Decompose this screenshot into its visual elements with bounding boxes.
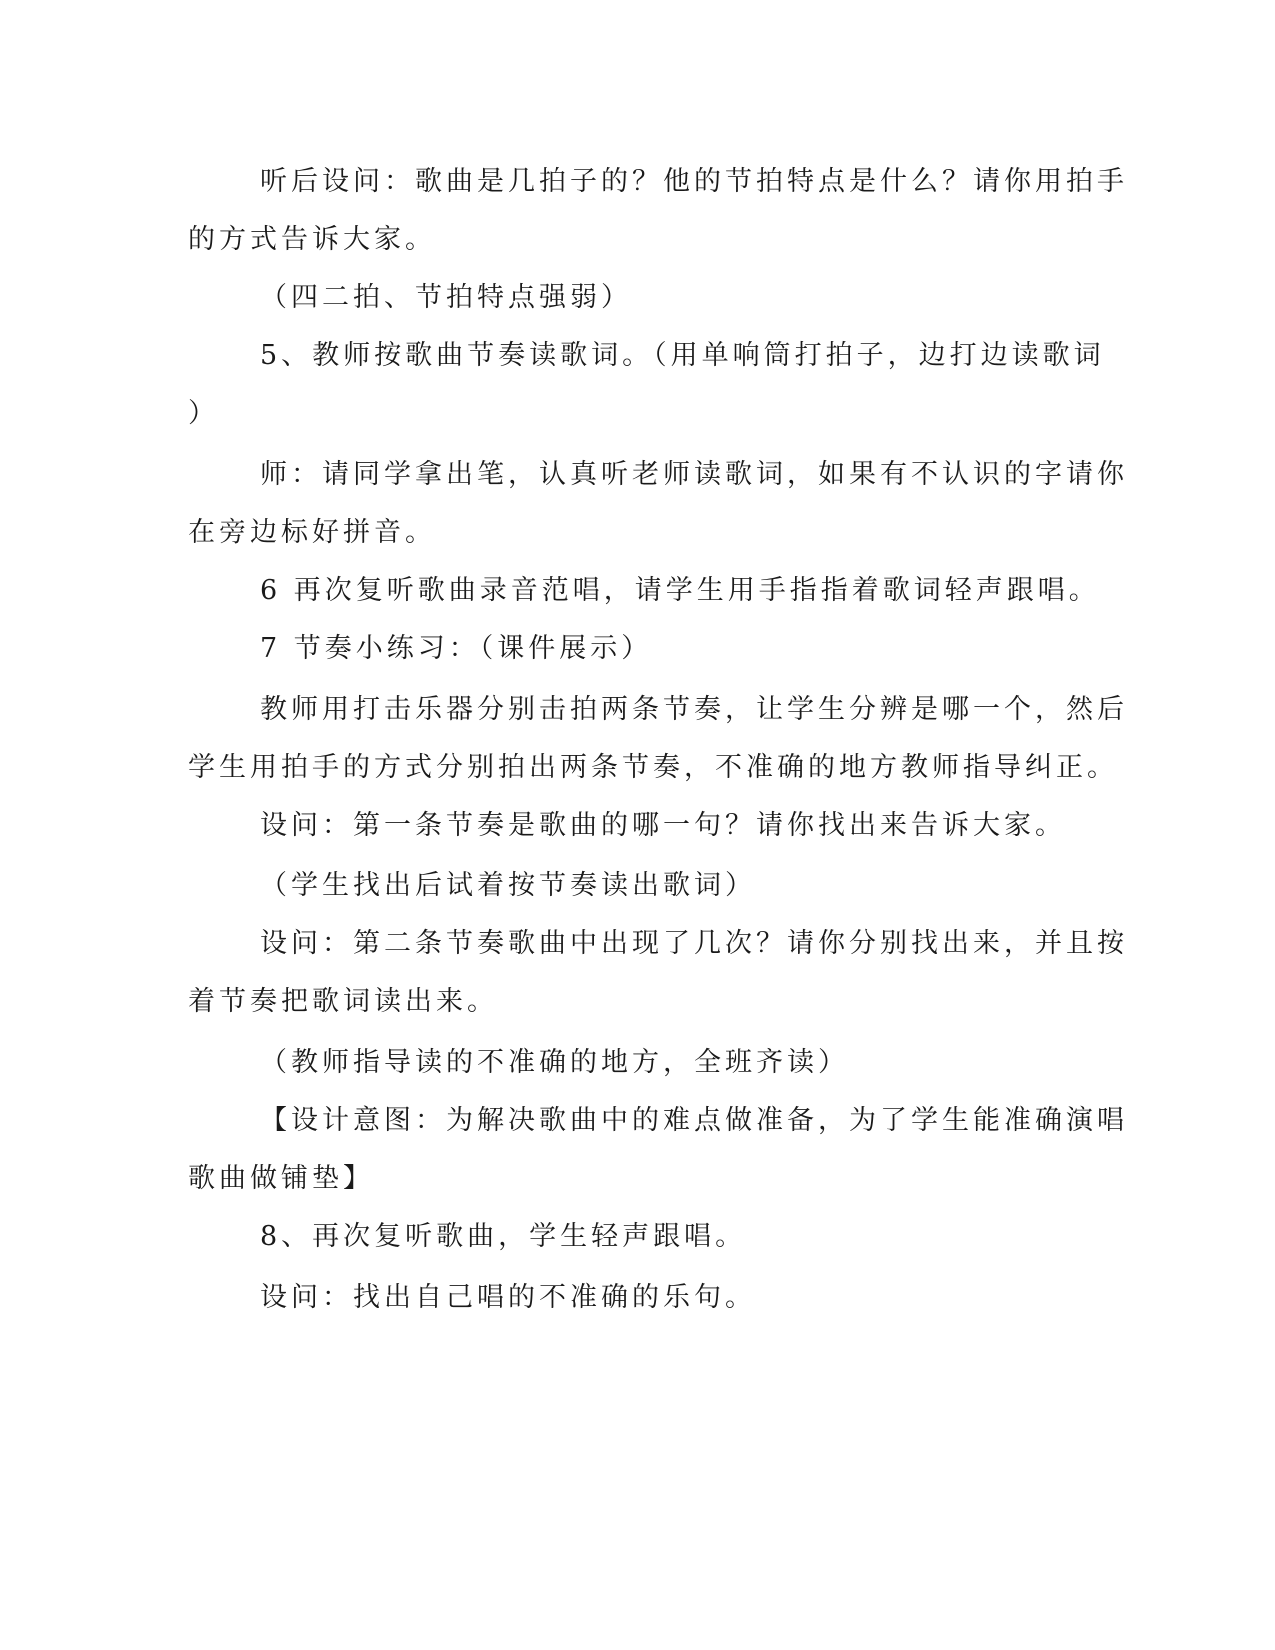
text-line-10: 教师用打击乐器分别击拍两条节奏，让学生分辨是哪一个，然后 — [260, 694, 1128, 725]
text-line-4: 5、教师按歌曲节奏读歌词。（用单响筒打拍子，边打边读歌词 — [260, 340, 1105, 371]
text-line-3: （四二拍、节拍特点强弱） — [260, 282, 632, 313]
text-line-6: 师：请同学拿出笔，认真听老师读歌词，如果有不认识的字请你 — [260, 459, 1128, 490]
text-line-8: 6 再次复听歌曲录音范唱，请学生用手指指着歌词轻声跟唱。 — [260, 575, 1100, 606]
text-line-1: 听后设问：歌曲是几拍子的？他的节拍特点是什么？请你用拍手 — [260, 166, 1128, 197]
text-line-11: 学生用拍手的方式分别拍出两条节奏，不准确的地方教师指导纠正。 — [188, 752, 1118, 783]
text-line-19: 8、再次复听歌曲，学生轻声跟唱。 — [260, 1221, 747, 1252]
text-line-2: 的方式告诉大家。 — [188, 224, 436, 255]
text-line-9: 7 节奏小练习：（课件展示） — [260, 633, 653, 664]
text-line-5: ） — [188, 398, 219, 429]
text-line-20: 设问：找出自己唱的不准确的乐句。 — [260, 1282, 756, 1313]
text-line-17: 【设计意图：为解决歌曲中的难点做准备，为了学生能准确演唱 — [260, 1105, 1128, 1136]
text-line-7: 在旁边标好拼音。 — [188, 517, 436, 548]
text-line-15: 着节奏把歌词读出来。 — [188, 986, 498, 1017]
text-line-18: 歌曲做铺垫】 — [188, 1163, 374, 1194]
text-line-12: 设问：第一条节奏是歌曲的哪一句？请你找出来告诉大家。 — [260, 810, 1066, 841]
text-line-14: 设问：第二条节奏歌曲中出现了几次？请你分别找出来，并且按 — [260, 928, 1128, 959]
text-line-13: （学生找出后试着按节奏读出歌词） — [260, 870, 756, 901]
text-line-16: （教师指导读的不准确的地方，全班齐读） — [260, 1047, 849, 1078]
